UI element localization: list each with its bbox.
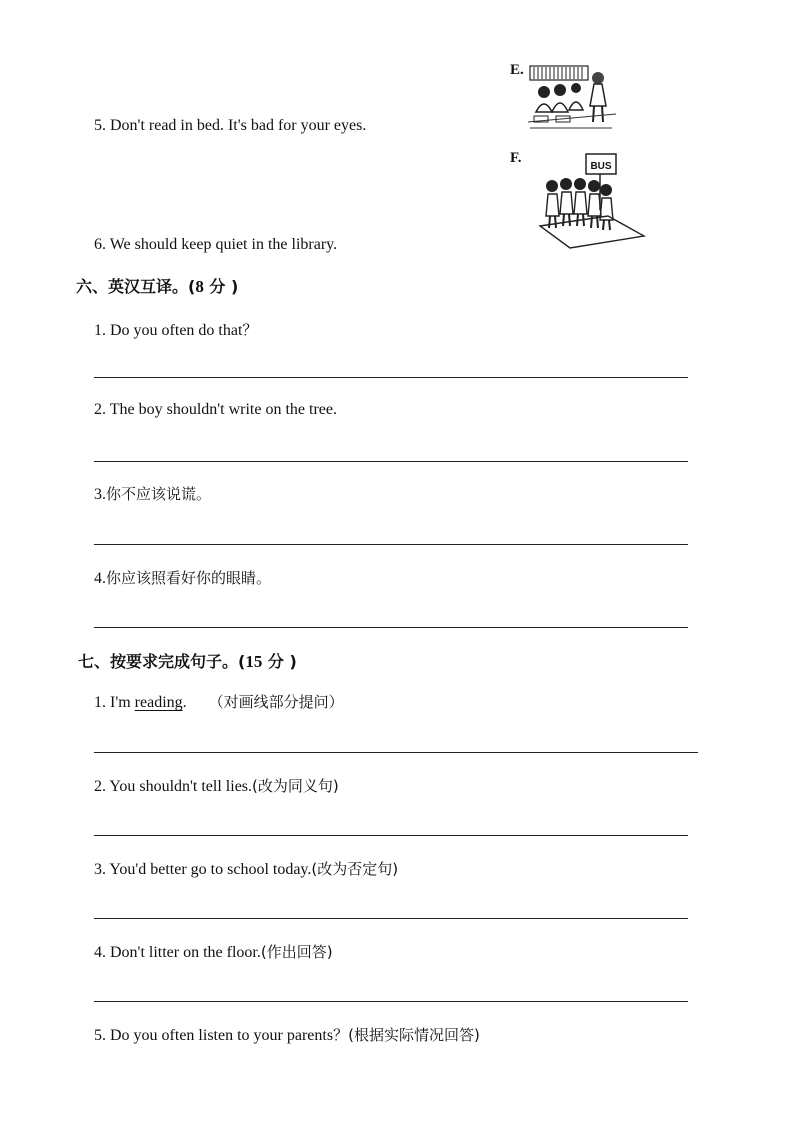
- translation-item-4: 4.你应该照看好你的眼睛。: [94, 569, 272, 587]
- underlined-word: reading: [134, 694, 183, 711]
- library-reading-children-picture: [526, 64, 618, 132]
- section-7-title: 七、按要求完成句子。(15 分 ): [78, 652, 297, 671]
- answer-line[interactable]: [94, 835, 688, 836]
- rewrite-item-3: 3. You'd better go to school today.(改为否定句): [94, 860, 399, 878]
- translation-item-1: 1. Do you often do that？: [94, 321, 258, 339]
- picture-e-label: E.: [510, 62, 524, 78]
- rewrite-item-2: 2. You shouldn't tell lies.(改为同义句): [94, 777, 339, 795]
- rewrite-item-4: 4. Don't litter on the floor.(作出回答): [94, 943, 333, 961]
- question-6: 6. We should keep quiet in the library.: [94, 236, 338, 253]
- answer-line[interactable]: [94, 544, 688, 545]
- bus-sign-text: BUS: [590, 161, 612, 172]
- translation-item-2: 2. The boy shouldn't write on the tree.: [94, 401, 337, 418]
- rewrite-item-1: 1. I'm reading. （对画线部分提问）: [94, 693, 344, 711]
- answer-line[interactable]: [94, 377, 688, 378]
- answer-line[interactable]: [94, 918, 688, 919]
- section-6-title: 六、英汉互译。(8 分 ): [76, 277, 239, 296]
- picture-f-label: F.: [510, 150, 522, 166]
- bus-stop-queue-picture: [526, 150, 648, 252]
- question-5: 5. Don't read in bed. It's bad for your eyes.: [94, 117, 367, 134]
- translation-item-3: 3.你不应该说谎。: [94, 485, 212, 503]
- answer-line[interactable]: [94, 461, 688, 462]
- rewrite-item-5: 5. Do you often listen to your parents？(根据实际情况回答): [94, 1026, 480, 1044]
- answer-line[interactable]: [94, 752, 698, 753]
- answer-line[interactable]: [94, 627, 688, 628]
- answer-line[interactable]: [94, 1001, 688, 1002]
